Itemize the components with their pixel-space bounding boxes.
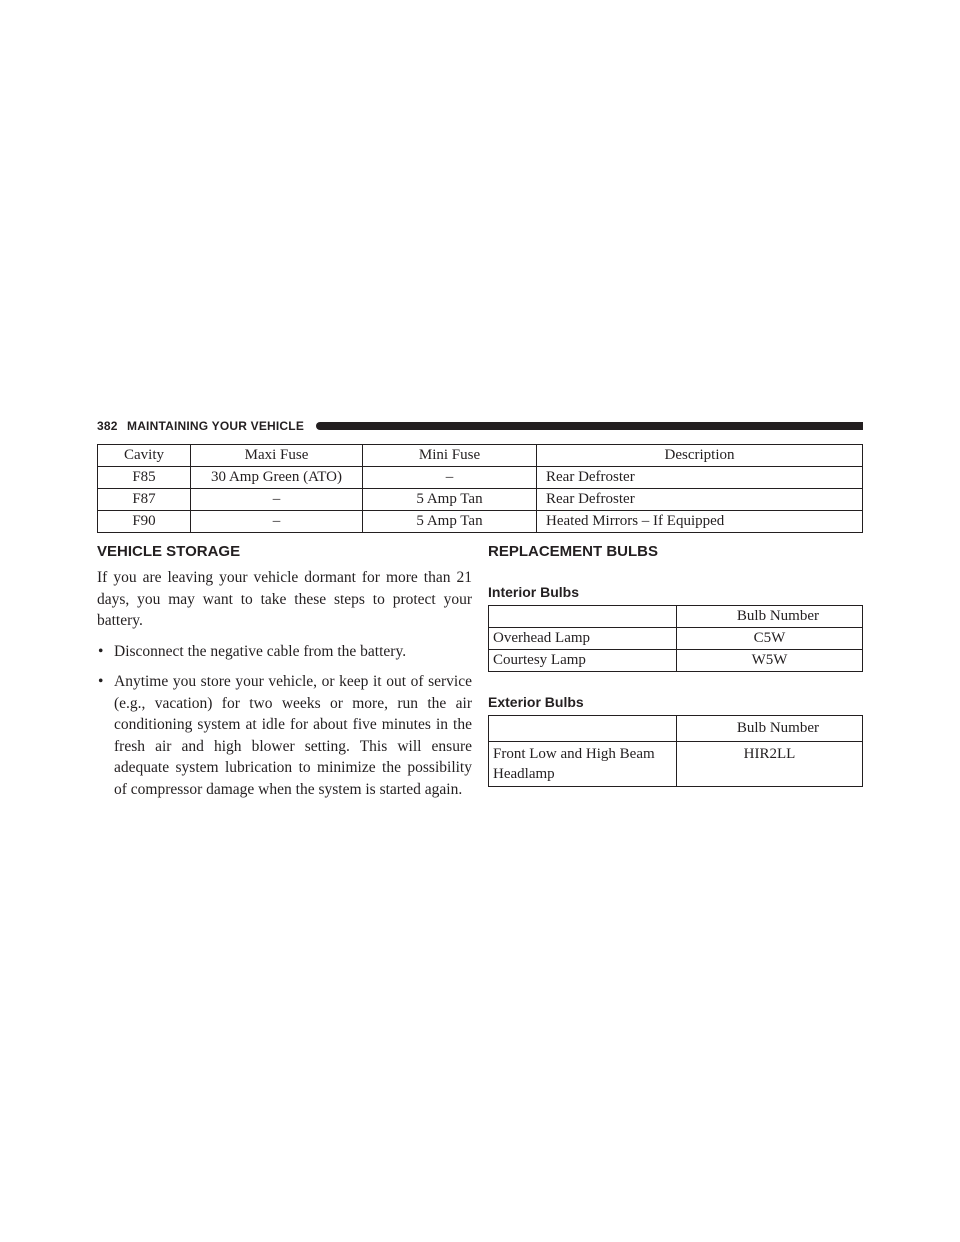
cell-lamp: Overhead Lamp [489,628,677,650]
section-title: MAINTAINING YOUR VEHICLE [127,419,305,433]
exterior-bulbs-heading: Exterior Bulbs [488,694,584,710]
intro-paragraph: If you are leaving your vehicle dormant for more than 21 days, you may want to take these steps to protect your battery. [97,569,472,629]
cell-lamp: Front Low and High Beam Headlamp [489,742,677,787]
bullet-icon: • [98,673,104,690]
cell-mini-fuse: 5 Amp Tan [363,511,537,533]
cell-bulb-number: C5W [677,628,863,650]
interior-bulbs-heading: Interior Bulbs [488,584,580,600]
cell-bulb-number: HIR2LL [677,742,863,787]
cell-cavity: F85 [98,467,191,489]
blank-header-cell [489,716,677,742]
vehicle-storage-heading: VEHICLE STORAGE [97,543,241,560]
cell-mini-fuse: 5 Amp Tan [363,489,537,511]
exterior-bulbs-table [488,715,863,787]
table-header-row [98,445,863,467]
cell-maxi-fuse: 30 Amp Green (ATO) [191,467,363,489]
cell-cavity: F87 [98,489,191,511]
list-item [97,641,472,663]
table-row [98,489,863,511]
column-header-description: Description [537,445,863,467]
cell-cavity: F90 [98,511,191,533]
table-row [489,628,863,650]
vehicle-storage-body [97,567,472,809]
cell-lamp: Courtesy Lamp [489,650,677,672]
column-header-mini-fuse: Mini Fuse [363,445,537,467]
list-item [97,671,472,800]
replacement-bulbs-heading: REPLACEMENT BULBS [488,543,659,560]
table-row [489,742,863,787]
table-header-row [489,606,863,628]
table-row [98,511,863,533]
header-rule [316,422,863,430]
cell-bulb-number: W5W [677,650,863,672]
cell-maxi-fuse: – [191,511,363,533]
bullet-text: Disconnect the negative cable from the battery. [114,642,407,660]
fuse-table [97,444,863,533]
interior-bulbs-table [488,605,863,672]
cell-description: Rear Defroster [537,467,863,489]
bullet-text: Anytime you store your vehicle, or keep it out of service (e.g., vacation) for two weeks or more, run the air conditioning system at idle for about five minutes in the fresh air and high blower setting. This will ensure adequate system lubrication to minimize the possibility of compressor damage when the system is started again. [114,673,472,798]
column-header-cavity: Cavity [98,445,191,467]
table-row [98,467,863,489]
column-header-maxi-fuse: Maxi Fuse [191,445,363,467]
column-header-bulb-number: Bulb Number [677,606,863,628]
page-number: 382 [97,419,118,433]
column-header-bulb-number: Bulb Number [677,716,863,742]
bullet-icon: • [98,642,104,660]
table-header-row [489,716,863,742]
table-row [489,650,863,672]
cell-description: Heated Mirrors – If Equipped [537,511,863,533]
cell-mini-fuse: – [363,467,537,489]
cell-description: Rear Defroster [537,489,863,511]
cell-maxi-fuse: – [191,489,363,511]
page-header [97,418,863,436]
blank-header-cell [489,606,677,628]
